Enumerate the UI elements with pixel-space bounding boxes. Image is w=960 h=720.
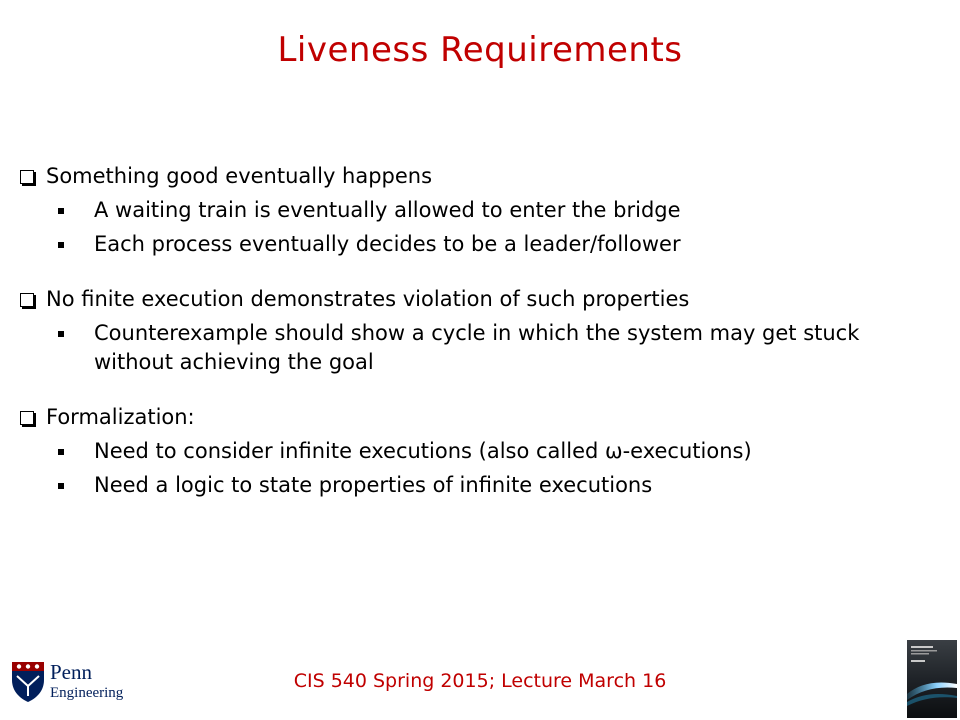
bullet-heading: No finite execution demonstrates violation of such properties [46,287,690,311]
bullet-group [18,285,938,377]
square-bullet-icon [56,471,94,500]
bullet-text: A waiting train is eventually allowed to enter the bridge [94,198,681,222]
level2-bullet [18,471,938,500]
slide-footer: CIS 540 Spring 2015; Lecture March 16 [293,670,667,692]
level2-bullet [18,230,938,259]
bullet-text: Need a logic to state properties of infinite executions [94,473,653,497]
level2-bullet [18,437,938,466]
checkbox-bullet-icon [18,162,46,191]
bullet-text: Counterexample should show a cycle in which the system may get stuck without achieving the goal [94,321,860,374]
level1-bullet [18,403,938,432]
square-bullet-icon [56,196,94,225]
bullet-text: Each process eventually decides to be a leader/follower [94,232,681,256]
square-bullet-icon [56,230,94,259]
bullet-text: Need to consider infinite executions (also called ω-executions) [94,439,752,463]
bullet-heading: Something good eventually happens [46,164,433,188]
book-cover-image [907,640,957,718]
logo-text-penn: Penn [50,660,92,684]
level1-bullet [18,162,938,191]
slide-title: Liveness Requirements [277,30,683,70]
bullet-group [18,403,938,500]
level2-bullet [18,196,938,225]
square-bullet-icon [56,319,94,348]
bullet-group [18,162,938,259]
level2-bullet [18,319,938,377]
checkbox-bullet-icon [18,403,46,432]
checkbox-bullet-icon [18,285,46,314]
square-bullet-icon [56,437,94,466]
bullet-list [18,162,938,526]
bullet-heading: Formalization: [46,405,195,429]
level1-bullet [18,285,938,314]
logo-text-engineering: Engineering [50,685,124,701]
